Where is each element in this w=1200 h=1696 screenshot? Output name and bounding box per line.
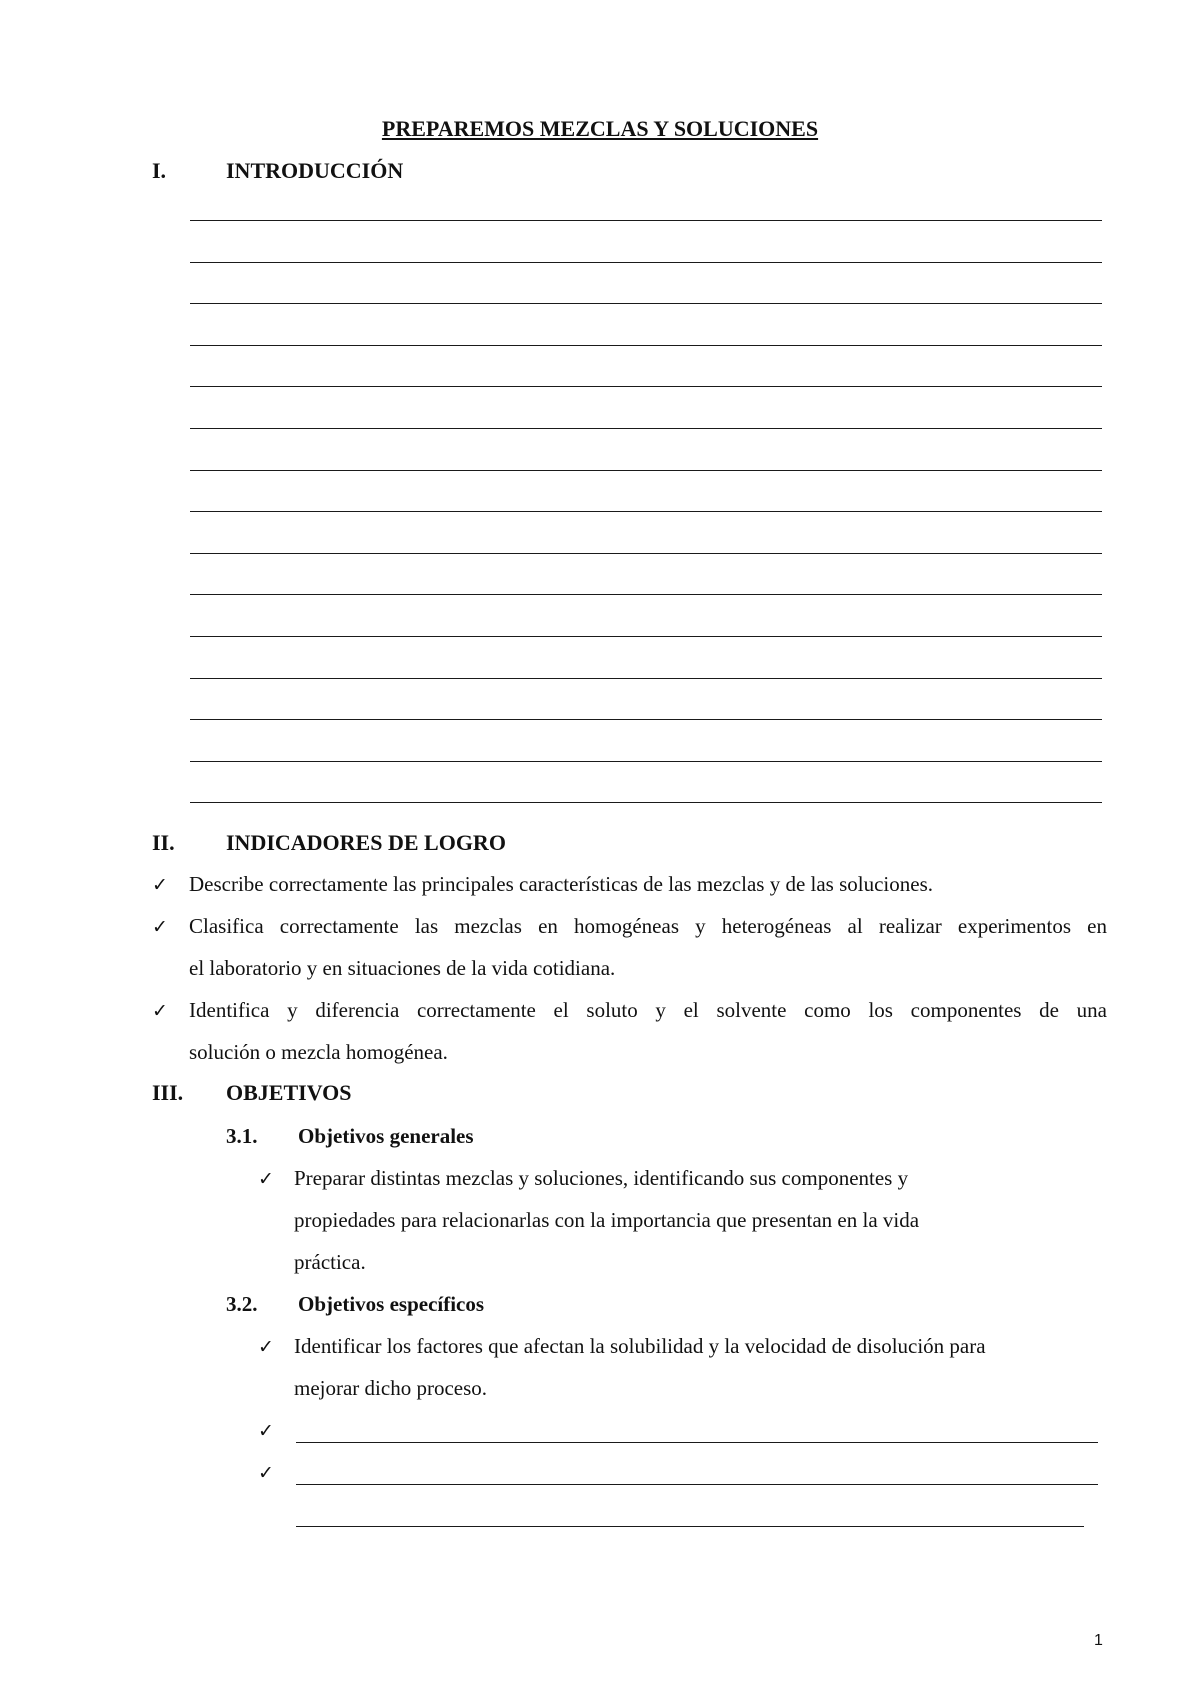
- section-objetivos-number: III.: [152, 1080, 184, 1105]
- subsection-especificos-number: 3.2.: [226, 1292, 258, 1316]
- section-indicadores-number: II.: [152, 830, 175, 855]
- objetivo-especifico-line-2: mejorar dicho proceso.: [294, 1376, 488, 1400]
- objetivo-especifico-line-1: Identificar los factores que afectan la solubilidad y la velocidad de disolución para: [294, 1334, 986, 1358]
- check-icon: ✓: [152, 916, 168, 938]
- blank-objective-line[interactable]: [296, 1526, 1084, 1527]
- subsection-especificos-title: Objetivos específicos: [298, 1292, 485, 1316]
- objetivo-general-line-1: Preparar distintas mezclas y soluciones, identificando sus componentes y: [294, 1166, 909, 1190]
- page-number: 1: [1094, 1632, 1103, 1649]
- objetivo-general-line-2: propiedades para relacionarlas con la importancia que presentan en la vida: [294, 1208, 920, 1232]
- subsection-generales-title: Objetivos generales: [298, 1124, 474, 1148]
- check-icon: ✓: [152, 874, 168, 896]
- blank-objective-line[interactable]: [296, 1484, 1098, 1485]
- check-icon: ✓: [258, 1462, 274, 1484]
- indicator-3-line-2: solución o mezcla homogénea.: [189, 1040, 448, 1064]
- check-icon: ✓: [258, 1336, 274, 1358]
- check-icon: ✓: [258, 1168, 274, 1190]
- intro-answer-line[interactable]: [190, 636, 1102, 637]
- intro-answer-line[interactable]: [190, 511, 1102, 512]
- intro-answer-line[interactable]: [190, 386, 1102, 387]
- subsection-generales-number: 3.1.: [226, 1124, 258, 1148]
- intro-answer-line[interactable]: [190, 262, 1102, 263]
- indicator-2-line-1-wrap: [189, 914, 1107, 939]
- indicator-2-line-2: el laboratorio y en situaciones de la vida cotidiana.: [189, 956, 616, 980]
- indicator-3-line-1-wrap: [189, 998, 1107, 1023]
- blank-objective-line[interactable]: [296, 1442, 1098, 1443]
- intro-answer-line[interactable]: [190, 761, 1102, 762]
- indicator-2-line-1: Clasifica correctamente las mezclas en homogéneas y heterogéneas al realizar experimentos en: [189, 914, 1107, 938]
- section-objetivos-title: OBJETIVOS: [226, 1080, 352, 1105]
- intro-answer-line[interactable]: [190, 802, 1102, 803]
- intro-answer-line[interactable]: [190, 470, 1102, 471]
- intro-answer-line[interactable]: [190, 719, 1102, 720]
- objetivo-general-line-3: práctica.: [294, 1250, 366, 1274]
- intro-answer-line[interactable]: [190, 678, 1102, 679]
- document-title: PREPAREMOS MEZCLAS Y SOLUCIONES: [381, 116, 819, 141]
- indicator-3-line-1: Identifica y diferencia correctamente el soluto y el solvente como los componentes de una: [189, 998, 1107, 1022]
- intro-answer-line[interactable]: [190, 303, 1102, 304]
- intro-answer-line[interactable]: [190, 594, 1102, 595]
- intro-answer-line[interactable]: [190, 345, 1102, 346]
- intro-answer-line[interactable]: [190, 220, 1102, 221]
- indicator-1-line-1: Describe correctamente las principales características de las mezclas y de las soluciones.: [189, 872, 933, 896]
- intro-answer-line[interactable]: [190, 428, 1102, 429]
- section-indicadores-title: INDICADORES DE LOGRO: [226, 830, 506, 855]
- check-icon: ✓: [258, 1420, 274, 1442]
- check-icon: ✓: [152, 1000, 168, 1022]
- section-intro-title: INTRODUCCIÓN: [226, 158, 404, 183]
- section-intro-number: I.: [152, 158, 167, 183]
- intro-answer-line[interactable]: [190, 553, 1102, 554]
